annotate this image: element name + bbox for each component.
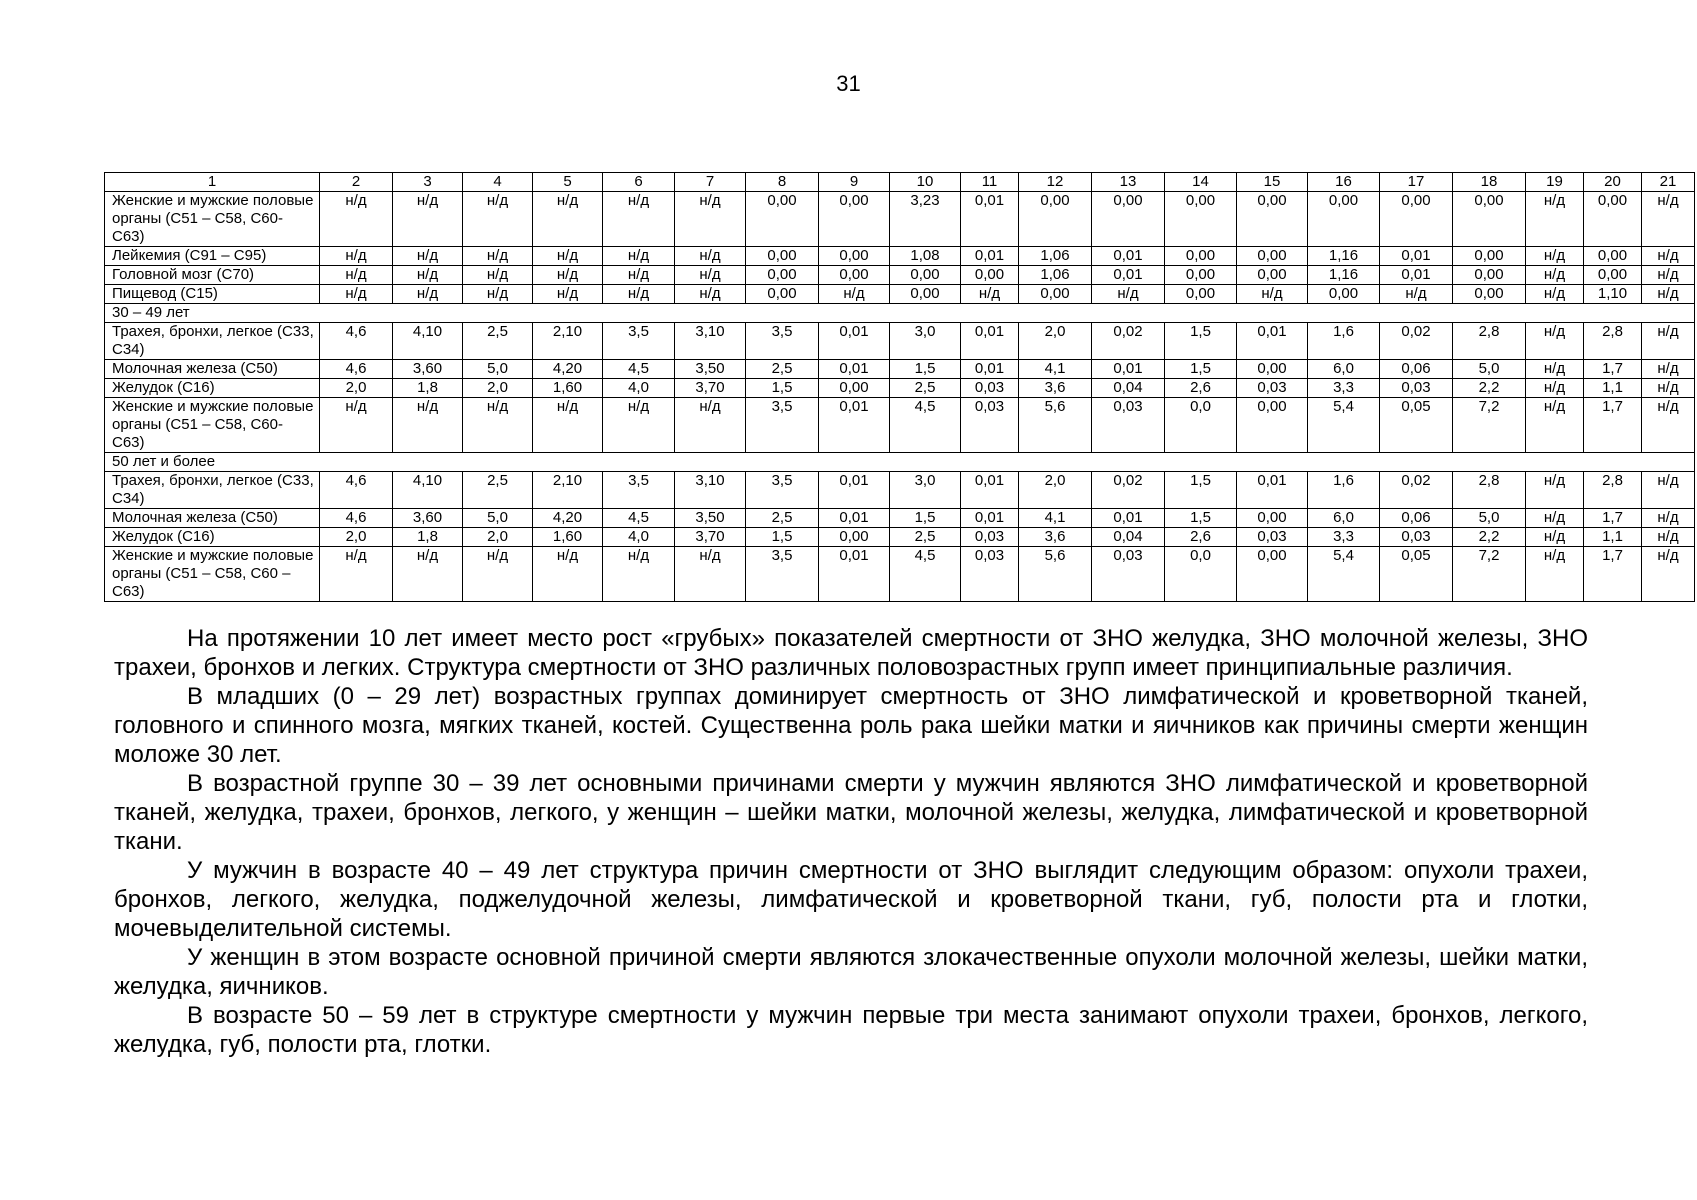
table-cell: н/д bbox=[1380, 285, 1453, 304]
table-cell: 0,0 bbox=[1165, 547, 1237, 602]
table-row bbox=[105, 285, 1695, 304]
table-cell: 3,3 bbox=[1308, 379, 1380, 398]
column-header: 7 bbox=[675, 173, 746, 192]
table-cell: 0,00 bbox=[746, 247, 819, 266]
table-cell: 4,1 bbox=[1019, 509, 1092, 528]
table-cell: 1,8 bbox=[393, 379, 463, 398]
column-header: 3 bbox=[393, 173, 463, 192]
table-cell: 1,16 bbox=[1308, 266, 1380, 285]
table-cell: н/д bbox=[603, 247, 675, 266]
table-cell: 1,60 bbox=[533, 528, 603, 547]
column-header: 21 bbox=[1642, 173, 1695, 192]
table-cell: 0,00 bbox=[746, 285, 819, 304]
table-cell: 3,0 bbox=[890, 323, 961, 360]
table-cell: 0,00 bbox=[1453, 247, 1526, 266]
table-cell: н/д bbox=[819, 285, 890, 304]
table-cell: 0,03 bbox=[961, 547, 1019, 602]
table-cell: 0,00 bbox=[1237, 509, 1308, 528]
table-cell: н/д bbox=[675, 398, 746, 453]
table-cell: 0,03 bbox=[961, 398, 1019, 453]
table-cell: н/д bbox=[393, 285, 463, 304]
table-cell: 0,01 bbox=[961, 192, 1019, 247]
table-cell: 5,6 bbox=[1019, 547, 1092, 602]
table-cell: 0,02 bbox=[1380, 323, 1453, 360]
table-cell: 0,00 bbox=[1165, 192, 1237, 247]
table-cell: н/д bbox=[1526, 528, 1584, 547]
table-cell: 1,7 bbox=[1584, 509, 1642, 528]
table-cell: 0,04 bbox=[1092, 379, 1165, 398]
table-cell: 7,2 bbox=[1453, 547, 1526, 602]
table-cell: 2,0 bbox=[463, 528, 533, 547]
table-cell: 2,6 bbox=[1165, 379, 1237, 398]
table-cell: 0,00 bbox=[1165, 285, 1237, 304]
table-cell: н/д bbox=[1526, 192, 1584, 247]
table-cell: 0,03 bbox=[1380, 528, 1453, 547]
table-cell: 0,05 bbox=[1380, 547, 1453, 602]
table-cell: н/д bbox=[1526, 398, 1584, 453]
table-cell: 1,8 bbox=[393, 528, 463, 547]
table-cell: 3,5 bbox=[746, 472, 819, 509]
column-header: 5 bbox=[533, 173, 603, 192]
column-header: 20 bbox=[1584, 173, 1642, 192]
table-cell: 0,01 bbox=[1092, 247, 1165, 266]
column-header: 11 bbox=[961, 173, 1019, 192]
table-row bbox=[105, 323, 1695, 360]
table-cell: 0,00 bbox=[1584, 247, 1642, 266]
table-cell: 0,01 bbox=[961, 247, 1019, 266]
table-cell: 0,01 bbox=[1092, 266, 1165, 285]
table-cell: 0,00 bbox=[1237, 247, 1308, 266]
table-cell: н/д bbox=[463, 398, 533, 453]
table-row bbox=[105, 379, 1695, 398]
table-cell: н/д bbox=[393, 398, 463, 453]
table-cell: 1,06 bbox=[1019, 266, 1092, 285]
table-cell: н/д bbox=[533, 547, 603, 602]
column-header: 17 bbox=[1380, 173, 1453, 192]
table-group-row bbox=[105, 304, 1695, 323]
table-header-row bbox=[105, 173, 1695, 192]
table-cell: 2,0 bbox=[320, 379, 393, 398]
table-cell: н/д bbox=[1642, 247, 1695, 266]
table-cell: 6,0 bbox=[1308, 360, 1380, 379]
table-cell: 0,03 bbox=[1092, 547, 1165, 602]
table-cell: 4,0 bbox=[603, 528, 675, 547]
paragraph: У женщин в этом возрасте основной причиной смерти являются злокачественные опухоли молочной железы, шейки матки, желудка, яичников. bbox=[114, 944, 1588, 1000]
table-cell: н/д bbox=[463, 266, 533, 285]
table-cell: 0,00 bbox=[890, 266, 961, 285]
table-cell: н/д bbox=[961, 285, 1019, 304]
row-label: Лейкемия (С91 – С95) bbox=[105, 247, 320, 266]
table-cell: 1,1 bbox=[1584, 379, 1642, 398]
column-header: 12 bbox=[1019, 173, 1092, 192]
table-cell: 2,5 bbox=[463, 472, 533, 509]
table-cell: 0,03 bbox=[961, 528, 1019, 547]
table-cell: н/д bbox=[603, 285, 675, 304]
table-cell: 0,01 bbox=[961, 323, 1019, 360]
table-cell: 0,00 bbox=[890, 285, 961, 304]
table-cell: 4,6 bbox=[320, 360, 393, 379]
table-cell: 0,03 bbox=[1092, 398, 1165, 453]
row-label: Молочная железа (С50) bbox=[105, 509, 320, 528]
table-cell: н/д bbox=[463, 547, 533, 602]
table-row bbox=[105, 547, 1695, 602]
table-cell: 0,01 bbox=[819, 472, 890, 509]
paragraph: На протяжении 10 лет имеет место рост «грубых» показателей смертности от ЗНО желудка, ЗНО молочной железы, ЗНО трахеи, бронхов и легких. Структура смертности от ЗНО различных половозрастных групп имеет принципиальные различия. bbox=[114, 625, 1588, 681]
table-cell: 0,00 bbox=[819, 192, 890, 247]
table-cell: 0,04 bbox=[1092, 528, 1165, 547]
table-cell: н/д bbox=[1526, 247, 1584, 266]
table-cell: 2,2 bbox=[1453, 528, 1526, 547]
table-cell: 7,2 bbox=[1453, 398, 1526, 453]
table-cell: н/д bbox=[1526, 266, 1584, 285]
table-cell: 2,8 bbox=[1453, 472, 1526, 509]
table-cell: н/д bbox=[1642, 285, 1695, 304]
table-cell: н/д bbox=[1642, 266, 1695, 285]
table-cell: н/д bbox=[1526, 285, 1584, 304]
table-cell: н/д bbox=[1642, 509, 1695, 528]
table-cell: н/д bbox=[393, 266, 463, 285]
table-cell: 3,5 bbox=[746, 547, 819, 602]
table-cell: н/д bbox=[463, 192, 533, 247]
table-cell: 5,0 bbox=[1453, 360, 1526, 379]
table-cell: 3,50 bbox=[675, 360, 746, 379]
table-cell: 0,00 bbox=[1237, 266, 1308, 285]
table-cell: 1,7 bbox=[1584, 360, 1642, 379]
table-cell: 4,1 bbox=[1019, 360, 1092, 379]
table-cell: н/д bbox=[603, 547, 675, 602]
group-label: 50 лет и более bbox=[105, 453, 1695, 472]
table-cell: 5,6 bbox=[1019, 398, 1092, 453]
table-cell: н/д bbox=[1642, 192, 1695, 247]
table-cell: 0,03 bbox=[1237, 528, 1308, 547]
table-cell: 2,0 bbox=[1019, 472, 1092, 509]
table-cell: 4,5 bbox=[890, 398, 961, 453]
table-cell: 0,00 bbox=[746, 192, 819, 247]
table-cell: н/д bbox=[463, 247, 533, 266]
table-cell: н/д bbox=[1526, 379, 1584, 398]
table-cell: н/д bbox=[1642, 528, 1695, 547]
table-cell: 0,01 bbox=[819, 547, 890, 602]
table-cell: н/д bbox=[1526, 323, 1584, 360]
table-cell: 0,00 bbox=[1237, 398, 1308, 453]
table-cell: 4,6 bbox=[320, 323, 393, 360]
table-cell: н/д bbox=[393, 192, 463, 247]
table-cell: 0,03 bbox=[1237, 379, 1308, 398]
table-cell: 3,5 bbox=[603, 323, 675, 360]
table-cell: 1,7 bbox=[1584, 547, 1642, 602]
table-cell: н/д bbox=[1237, 285, 1308, 304]
row-label: Трахея, бронхи, легкое (С33, С34) bbox=[105, 472, 320, 509]
table-cell: 3,23 bbox=[890, 192, 961, 247]
table-cell: н/д bbox=[320, 547, 393, 602]
table-cell: 0,0 bbox=[1165, 398, 1237, 453]
table-cell: н/д bbox=[393, 547, 463, 602]
column-header: 9 bbox=[819, 173, 890, 192]
table-cell: н/д bbox=[320, 192, 393, 247]
table-cell: 1,5 bbox=[746, 528, 819, 547]
table-cell: н/д bbox=[1642, 472, 1695, 509]
table-cell: 0,00 bbox=[1165, 247, 1237, 266]
table-cell: 5,0 bbox=[463, 509, 533, 528]
table-cell: 0,01 bbox=[1092, 360, 1165, 379]
table-cell: 1,5 bbox=[890, 509, 961, 528]
table-cell: 0,01 bbox=[961, 360, 1019, 379]
table-cell: н/д bbox=[320, 398, 393, 453]
table-cell: 0,00 bbox=[819, 528, 890, 547]
table-cell: 0,00 bbox=[1237, 360, 1308, 379]
table-cell: н/д bbox=[533, 398, 603, 453]
table-cell: 0,06 bbox=[1380, 509, 1453, 528]
table-cell: 1,6 bbox=[1308, 472, 1380, 509]
table-cell: 2,8 bbox=[1584, 472, 1642, 509]
table-cell: 3,10 bbox=[675, 472, 746, 509]
table-cell: 0,01 bbox=[1092, 509, 1165, 528]
table-cell: 0,00 bbox=[1308, 192, 1380, 247]
table-cell: 5,0 bbox=[1453, 509, 1526, 528]
row-label: Пищевод (С15) bbox=[105, 285, 320, 304]
column-header: 15 bbox=[1237, 173, 1308, 192]
table-cell: 5,4 bbox=[1308, 547, 1380, 602]
table-cell: н/д bbox=[1092, 285, 1165, 304]
table-cell: 0,00 bbox=[1237, 192, 1308, 247]
table-cell: 4,20 bbox=[533, 360, 603, 379]
table-cell: 4,6 bbox=[320, 472, 393, 509]
table-cell: 2,10 bbox=[533, 323, 603, 360]
table-row bbox=[105, 192, 1695, 247]
table-cell: 4,20 bbox=[533, 509, 603, 528]
table-row bbox=[105, 398, 1695, 453]
table-cell: 2,5 bbox=[463, 323, 533, 360]
column-header: 13 bbox=[1092, 173, 1165, 192]
table-cell: 1,16 bbox=[1308, 247, 1380, 266]
column-header: 1 bbox=[105, 173, 320, 192]
table-cell: 1,5 bbox=[1165, 360, 1237, 379]
paragraph: В младших (0 – 29 лет) возрастных группах доминирует смертность от ЗНО лимфатической и кроветворной тканей, головного и спинного мозга, мягких тканей, костей. Существенна роль рака шейки матки и яичников как причины смерти женщин моложе 30 лет. bbox=[114, 683, 1588, 768]
row-label: Молочная железа (С50) bbox=[105, 360, 320, 379]
table-cell: н/д bbox=[533, 247, 603, 266]
table-cell: 1,5 bbox=[1165, 472, 1237, 509]
table-cell: 5,4 bbox=[1308, 398, 1380, 453]
table-row bbox=[105, 472, 1695, 509]
table-cell: 0,02 bbox=[1092, 472, 1165, 509]
table-cell: 2,2 bbox=[1453, 379, 1526, 398]
table-cell: 0,02 bbox=[1380, 472, 1453, 509]
table-cell: 3,6 bbox=[1019, 528, 1092, 547]
table-cell: 4,10 bbox=[393, 472, 463, 509]
table-cell: 0,00 bbox=[1453, 266, 1526, 285]
table-cell: 0,00 bbox=[746, 266, 819, 285]
table-cell: н/д bbox=[603, 192, 675, 247]
table-cell: н/д bbox=[675, 192, 746, 247]
table-cell: 0,01 bbox=[819, 360, 890, 379]
table-cell: н/д bbox=[1526, 547, 1584, 602]
table-cell: 4,10 bbox=[393, 323, 463, 360]
column-header: 19 bbox=[1526, 173, 1584, 192]
table-cell: 0,03 bbox=[1380, 379, 1453, 398]
row-label: Женские и мужские половые органы (С51 – С58, С60-С63) bbox=[105, 192, 320, 247]
page-number: 31 bbox=[836, 71, 861, 96]
paragraph: У мужчин в возрасте 40 – 49 лет структура причин смертности от ЗНО выглядит следующим образом: опухоли трахеи, бронхов, легкого, желудка, поджелудочной железы, лимфатической и кроветворной ткани, губ, полости рта и глотки, мочевыделительной системы. bbox=[114, 857, 1588, 942]
table-cell: 6,0 bbox=[1308, 509, 1380, 528]
table-cell: 2,0 bbox=[1019, 323, 1092, 360]
table-cell: 3,5 bbox=[603, 472, 675, 509]
row-label: Трахея, бронхи, легкое (С33, С34) bbox=[105, 323, 320, 360]
table-cell: 4,5 bbox=[603, 509, 675, 528]
table-cell: н/д bbox=[675, 547, 746, 602]
table-cell: 3,5 bbox=[746, 323, 819, 360]
table-cell: 0,01 bbox=[961, 472, 1019, 509]
table-cell: 2,5 bbox=[890, 528, 961, 547]
column-header: 18 bbox=[1453, 173, 1526, 192]
table-cell: 3,3 bbox=[1308, 528, 1380, 547]
table-cell: 3,0 bbox=[890, 472, 961, 509]
table-cell: 1,08 bbox=[890, 247, 961, 266]
table-group-row bbox=[105, 453, 1695, 472]
table-cell: 2,5 bbox=[746, 509, 819, 528]
table-cell: н/д bbox=[675, 285, 746, 304]
table-cell: 0,01 bbox=[1237, 323, 1308, 360]
row-label: Головной мозг (С70) bbox=[105, 266, 320, 285]
table-cell: 1,10 bbox=[1584, 285, 1642, 304]
table-cell: 2,5 bbox=[890, 379, 961, 398]
table-row bbox=[105, 509, 1695, 528]
table-cell: н/д bbox=[320, 247, 393, 266]
table-cell: н/д bbox=[533, 192, 603, 247]
column-header: 10 bbox=[890, 173, 961, 192]
table-cell: н/д bbox=[1642, 547, 1695, 602]
table-cell: н/д bbox=[393, 247, 463, 266]
paragraph: В возрастной группе 30 – 39 лет основными причинами смерти у мужчин являются ЗНО лимфатической и кроветворной тканей, желудка, трахеи, бронхов, легкого, у женщин – шейки матки, молочной железы, желудка, лимфатической и кроветворной ткани. bbox=[114, 770, 1588, 855]
table-cell: 1,5 bbox=[1165, 509, 1237, 528]
table-cell: н/д bbox=[1526, 472, 1584, 509]
row-label: Женские и мужские половые органы (С51 – С58, С60-С63) bbox=[105, 398, 320, 453]
table-cell: н/д bbox=[1642, 398, 1695, 453]
table-cell: 1,7 bbox=[1584, 398, 1642, 453]
table-cell: 4,0 bbox=[603, 379, 675, 398]
table-row bbox=[105, 266, 1695, 285]
table-cell: 2,5 bbox=[746, 360, 819, 379]
table-cell: 4,5 bbox=[890, 547, 961, 602]
row-label: Женские и мужские половые органы (С51 – С58, С60 – С63) bbox=[105, 547, 320, 602]
table-cell: н/д bbox=[533, 266, 603, 285]
table-cell: 3,60 bbox=[393, 360, 463, 379]
table-cell: 4,5 bbox=[603, 360, 675, 379]
table-cell: 0,00 bbox=[961, 266, 1019, 285]
table-cell: 1,60 bbox=[533, 379, 603, 398]
table-cell: 0,00 bbox=[1237, 547, 1308, 602]
table-cell: 0,06 bbox=[1380, 360, 1453, 379]
table-cell: 0,00 bbox=[1453, 285, 1526, 304]
table-cell: 1,5 bbox=[746, 379, 819, 398]
table-cell: н/д bbox=[1642, 379, 1695, 398]
table-cell: 0,01 bbox=[819, 398, 890, 453]
table-cell: 1,5 bbox=[890, 360, 961, 379]
table-cell: н/д bbox=[533, 285, 603, 304]
table-cell: 3,50 bbox=[675, 509, 746, 528]
table-cell: н/д bbox=[1642, 360, 1695, 379]
table-cell: 0,01 bbox=[819, 509, 890, 528]
table-cell: 3,6 bbox=[1019, 379, 1092, 398]
table-cell: 0,00 bbox=[1380, 192, 1453, 247]
table-cell: 0,01 bbox=[961, 509, 1019, 528]
table-cell: 0,00 bbox=[819, 266, 890, 285]
table-cell: 0,00 bbox=[1019, 192, 1092, 247]
table-cell: н/д bbox=[1642, 323, 1695, 360]
table-cell: 2,8 bbox=[1453, 323, 1526, 360]
table-cell: н/д bbox=[603, 266, 675, 285]
paragraph: В возрасте 50 – 59 лет в структуре смертности у мужчин первые три места занимают опухоли трахеи, бронхов, легкого, желудка, губ, полости рта, глотки. bbox=[114, 1002, 1588, 1058]
table-cell: 0,00 bbox=[819, 247, 890, 266]
table-row bbox=[105, 360, 1695, 379]
column-header: 16 bbox=[1308, 173, 1380, 192]
group-label: 30 – 49 лет bbox=[105, 304, 1695, 323]
table-row bbox=[105, 528, 1695, 547]
table-cell: 2,6 bbox=[1165, 528, 1237, 547]
table-cell: 3,70 bbox=[675, 528, 746, 547]
column-header: 4 bbox=[463, 173, 533, 192]
table-cell: 1,1 bbox=[1584, 528, 1642, 547]
table-cell: 3,10 bbox=[675, 323, 746, 360]
table-cell: 3,5 bbox=[746, 398, 819, 453]
row-label: Желудок (С16) bbox=[105, 379, 320, 398]
table-cell: 0,01 bbox=[1237, 472, 1308, 509]
table-cell: 0,00 bbox=[1308, 285, 1380, 304]
table-cell: н/д bbox=[675, 266, 746, 285]
column-header: 2 bbox=[320, 173, 393, 192]
table-cell: 2,10 bbox=[533, 472, 603, 509]
table-cell: 1,6 bbox=[1308, 323, 1380, 360]
table-cell: 0,01 bbox=[1380, 266, 1453, 285]
table-cell: 3,60 bbox=[393, 509, 463, 528]
table-cell: н/д bbox=[320, 285, 393, 304]
table-cell: 0,01 bbox=[1380, 247, 1453, 266]
table-cell: 0,00 bbox=[819, 379, 890, 398]
table-row bbox=[105, 247, 1695, 266]
data-table bbox=[104, 172, 1695, 602]
table-cell: 3,70 bbox=[675, 379, 746, 398]
table-cell: н/д bbox=[1526, 360, 1584, 379]
body-text bbox=[114, 624, 1588, 1059]
table-cell: н/д bbox=[675, 247, 746, 266]
table-cell: н/д bbox=[1526, 509, 1584, 528]
table-cell: 2,0 bbox=[320, 528, 393, 547]
table-cell: 0,00 bbox=[1092, 192, 1165, 247]
table-cell: 0,00 bbox=[1165, 266, 1237, 285]
table-cell: 2,0 bbox=[463, 379, 533, 398]
table-cell: 0,03 bbox=[961, 379, 1019, 398]
table-cell: н/д bbox=[603, 398, 675, 453]
table-cell: н/д bbox=[320, 266, 393, 285]
table-cell: 0,02 bbox=[1092, 323, 1165, 360]
table-cell: 4,6 bbox=[320, 509, 393, 528]
column-header: 14 bbox=[1165, 173, 1237, 192]
table-cell: 0,00 bbox=[1453, 192, 1526, 247]
table-cell: 1,06 bbox=[1019, 247, 1092, 266]
table-cell: 0,01 bbox=[819, 323, 890, 360]
table-cell: 2,8 bbox=[1584, 323, 1642, 360]
table-cell: н/д bbox=[463, 285, 533, 304]
table-cell: 0,05 bbox=[1380, 398, 1453, 453]
column-header: 8 bbox=[746, 173, 819, 192]
table-cell: 0,00 bbox=[1584, 266, 1642, 285]
column-header: 6 bbox=[603, 173, 675, 192]
table-cell: 5,0 bbox=[463, 360, 533, 379]
table-cell: 0,00 bbox=[1584, 192, 1642, 247]
table-cell: 1,5 bbox=[1165, 323, 1237, 360]
table-cell: 0,00 bbox=[1019, 285, 1092, 304]
row-label: Желудок (С16) bbox=[105, 528, 320, 547]
